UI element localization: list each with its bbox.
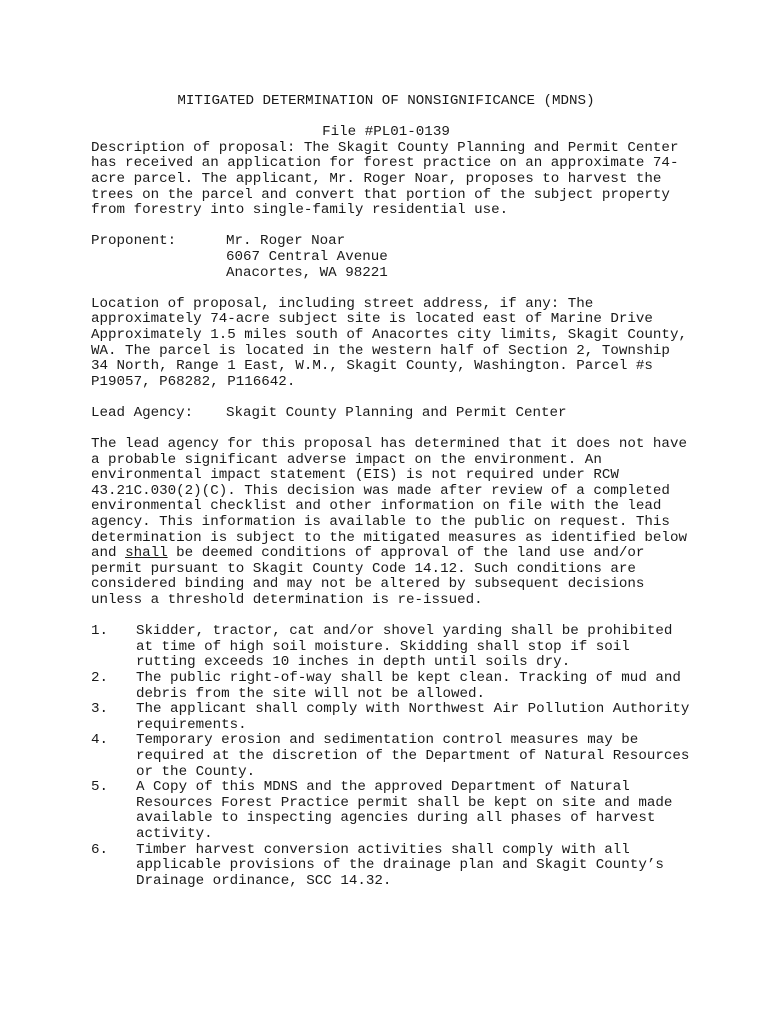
list-item bbox=[91, 624, 691, 671]
condition-number: 4. bbox=[91, 732, 109, 749]
lead-agency-block bbox=[91, 406, 691, 422]
list-item bbox=[91, 671, 691, 702]
condition-text: The applicant shall comply with Northwest Air Pollution Authority requirements. bbox=[136, 701, 690, 733]
condition-text: Temporary erosion and sedimentation control measures may be required at the discretion of the Department of Natural Resources or the County. bbox=[136, 732, 690, 780]
condition-number: 5. bbox=[91, 779, 109, 796]
list-item bbox=[91, 702, 691, 733]
condition-text: Timber harvest conversion activities shall comply with all applicable provisions of the drainage plan and Skagit County’s Drainage ordinance, SCC 14.32. bbox=[136, 841, 664, 889]
document-title: MITIGATED DETERMINATION OF NONSIGNIFICANCE (MDNS) bbox=[177, 93, 595, 109]
condition-number: 6. bbox=[91, 841, 109, 858]
proponent-street: 6067 Central Avenue bbox=[226, 248, 388, 265]
condition-text: The public right-of-way shall be kept clean. Tracking of mud and debris from the site will not be allowed. bbox=[136, 669, 681, 702]
file-number: File #PL01-0139 bbox=[322, 124, 450, 141]
conditions-list bbox=[91, 624, 691, 889]
condition-number: 1. bbox=[91, 623, 109, 640]
condition-text: A Copy of this MDNS and the approved Department of Natural Resources Forest Practice permit shall be kept on site and made available to inspecting agencies during all phases of harvest activity. bbox=[136, 779, 673, 842]
determination-shall: shall bbox=[125, 545, 168, 562]
proponent-city: Anacortes, WA 98221 bbox=[226, 264, 388, 281]
determination-paragraph bbox=[91, 437, 691, 609]
proponent-name: Mr. Roger Noar bbox=[226, 233, 346, 250]
condition-number: 3. bbox=[91, 701, 109, 718]
proponent-block bbox=[91, 234, 691, 281]
determination-text-1: The lead agency for this proposal has determined that it does not have a probable significant adverse impact on the environment. An environmental impact statement (EIS) is not required under RCW 43.21C.030(2)(C). This decision was made after review of a completed environmental checklist and other information on file with the lead agency. This information is available to the public on request. This determination is subject to the mitigated measures as identified below and bbox=[91, 436, 687, 562]
proponent-label: Proponent: bbox=[91, 233, 177, 250]
list-item bbox=[91, 780, 691, 842]
location-paragraph: Location of proposal, including street address, if any: The approximately 74-acre subject site is located east of Marine Drive Approximately 1.5 miles south of Anacortes city limits, Skagit County, WA. The parcel is located in the western half of Section 2, Township 34 North, Range 1 East, W.M., Skagit County, Washington. Parcel #s P19057, P68282, P116642. bbox=[91, 295, 687, 390]
lead-agency-value: Skagit County Planning and Permit Center bbox=[226, 404, 567, 421]
condition-text: Skidder, tractor, cat and/or shovel yarding shall be prohibited at time of high soil moisture. Skidding shall stop if soil rutting exceeds 10 inches in depth until soils dry. bbox=[136, 623, 673, 671]
list-item bbox=[91, 733, 691, 780]
description-paragraph: Description of proposal: The Skagit County Planning and Permit Center has received an application for forest practice on an approximate 74-acre parcel. The applicant, Mr. Roger Noar, proposes to harvest the trees on the parcel and convert that portion of the subject property from forestry into single-family residential use. bbox=[91, 139, 679, 219]
document-page bbox=[91, 94, 691, 889]
condition-number: 2. bbox=[91, 669, 109, 686]
determination-text-2: be deemed conditions of approval of the land use and/or permit pursuant to Skagit County Code 14.12. Such conditions are considered binding and may not be altered by subsequent decisions unless a threshold determination is re-issued. bbox=[91, 545, 645, 608]
list-item bbox=[91, 843, 691, 890]
lead-agency-label: Lead Agency: bbox=[91, 404, 194, 421]
